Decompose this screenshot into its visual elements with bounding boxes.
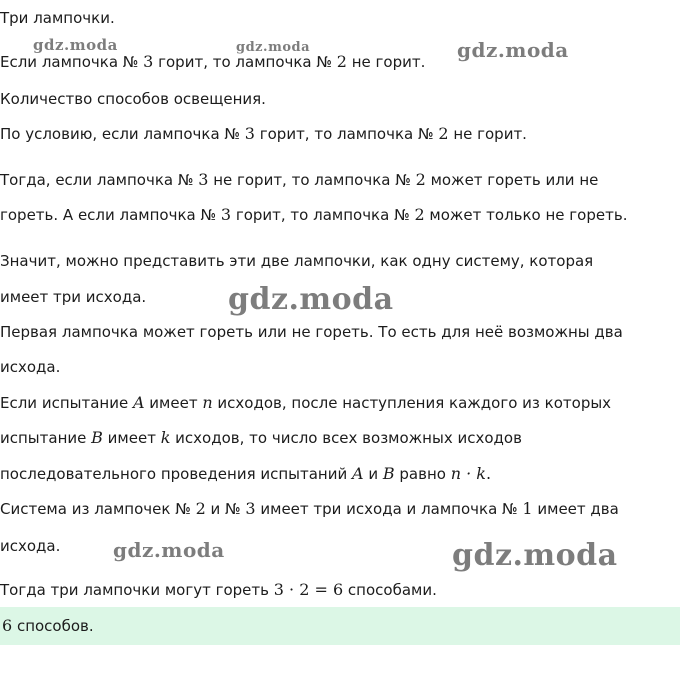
text-line: Если лампочка № 3 горит, то лампочка № 2 не горит. — [0, 52, 426, 71]
text-line: испытание B имеет k исходов, то число всех возможных исходов — [0, 428, 522, 447]
text-line: исхода. — [0, 358, 61, 376]
text-line: Система из лампочек № 2 и № 3 имеет три исхода и лампочка № 1 имеет два — [0, 499, 619, 518]
watermark: gdz.moda — [33, 36, 118, 54]
watermark: gdz.moda — [236, 40, 311, 55]
text-line: гореть. А если лампочка № 3 горит, то лампочка № 2 может только не гореть. — [0, 205, 628, 224]
watermark: gdz.moda — [457, 38, 569, 62]
text-line: Первая лампочка может гореть или не гореть. То есть для неё возможны два — [0, 323, 623, 341]
text-line: последовательного проведения испытаний A и B равно n · k. — [0, 464, 492, 483]
watermark: gdz.moda — [113, 538, 225, 562]
text-line: По условию, если лампочка № 3 горит, то лампочка № 2 не горит. — [0, 124, 527, 143]
text-line: Тогда, если лампочка № 3 не горит, то лампочка № 2 может гореть или не — [0, 170, 599, 189]
text-line: Тогда три лампочки могут гореть 3 · 2 = 6 способами. — [0, 580, 437, 599]
answer-text: 6 способов. — [2, 616, 94, 635]
watermark: gdz.moda — [452, 538, 618, 573]
text-line: Значит, можно представить эти две лампочки, как одну систему, которая — [0, 252, 594, 270]
text-line: исхода. — [0, 537, 61, 555]
text-line: Если испытание A имеет n исходов, после наступления каждого из которых — [0, 393, 612, 412]
answer-box — [0, 607, 680, 645]
text-line: имеет три исхода. — [0, 288, 147, 306]
text-line: Три лампочки. — [0, 9, 115, 27]
watermark: gdz.moda — [228, 282, 394, 317]
text-line: Количество способов освещения. — [0, 90, 266, 108]
